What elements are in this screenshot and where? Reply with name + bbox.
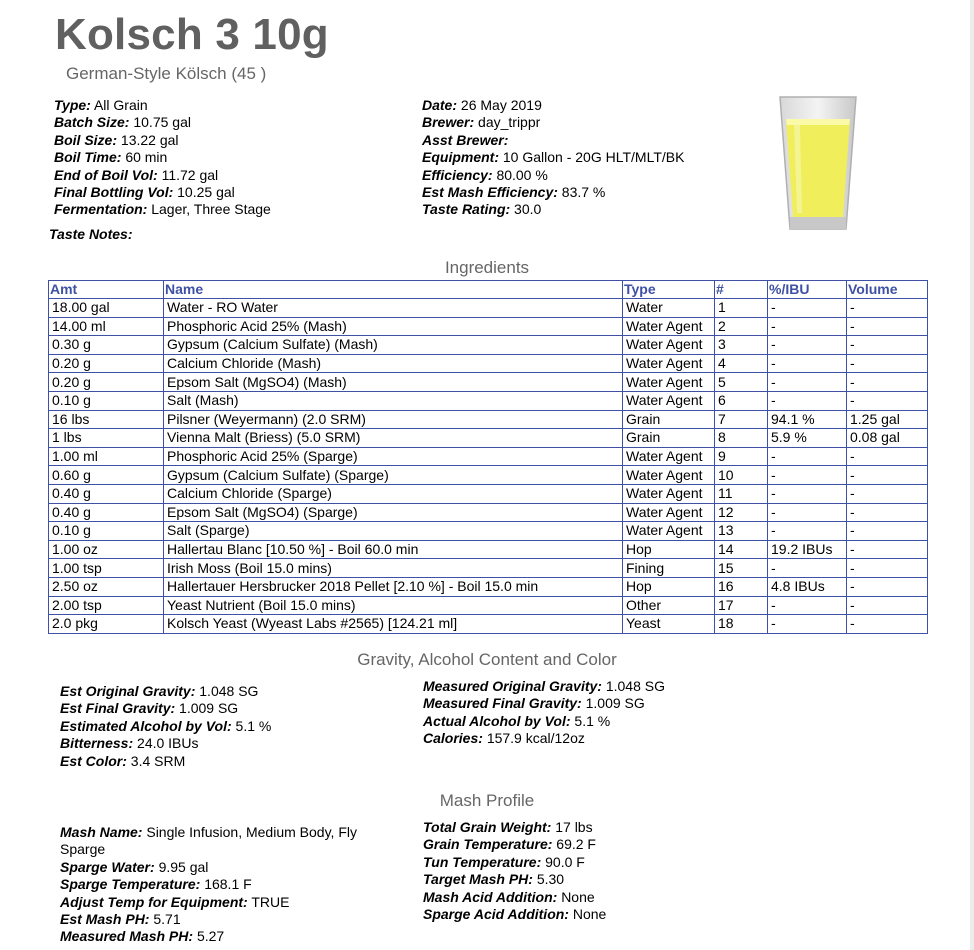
table-cell: - [847,596,928,615]
table-cell: Hallertauer Hersbrucker 2018 Pellet [2.10 %] - Boil 15.0 min [164,577,623,596]
table-cell: Gypsum (Calcium Sulfate) (Sparge) [164,466,623,485]
field-value: 83.7 % [561,184,606,201]
field-label: Sparge Water: [60,858,155,875]
table-cell: Epsom Salt (MgSO4) (Sparge) [164,503,623,522]
table-cell: Kolsch Yeast (Wyeast Labs #2565) [124.21 ml] [164,615,623,634]
table-row [49,410,928,429]
info-left-item [54,97,271,114]
field-value: 69.2 F [556,836,596,853]
table-cell: Hop [623,540,715,559]
field-label: Est Mash Efficiency: [422,184,558,201]
table-cell: 1.25 gal [847,410,928,429]
gravity-left [60,683,271,770]
gravity-right-item [423,695,665,712]
column-header: Type [623,281,715,299]
table-row [49,577,928,596]
table-cell: 2.0 pkg [49,615,164,634]
gravity-right-item [423,678,665,695]
field-value: 60 min [125,149,168,166]
table-cell: Water Agent [623,317,715,336]
table-cell: - [847,391,928,410]
table-cell: - [768,299,847,318]
table-cell: - [768,336,847,355]
column-header: Volume [847,281,928,299]
table-cell: 15 [715,559,768,578]
table-cell: Other [623,596,715,615]
table-cell: - [847,559,928,578]
field-value: All Grain [93,97,148,113]
table-row [49,615,928,634]
table-cell: Yeast Nutrient (Boil 15.0 mins) [164,596,623,615]
info-right-item [422,201,684,218]
field-value: 26 May 2019 [460,97,542,113]
info-left-item [54,149,271,166]
table-cell: 4 [715,354,768,373]
table-cell: 16 [715,577,768,596]
table-cell: 9 [715,447,768,466]
field-value: 5.27 [196,928,225,945]
table-cell: 1.00 ml [49,447,164,466]
field-label: Tun Temperature: [423,853,542,870]
info-right-item [422,114,684,131]
table-cell: Calcium Chloride (Sparge) [164,484,623,503]
field-label: Boil Time: [54,149,122,166]
table-cell: 14.00 ml [49,317,164,336]
table-cell: 3 [715,336,768,355]
table-cell: - [847,466,928,485]
table-cell: - [847,522,928,541]
field-value: None [561,888,595,905]
table-cell: 1 [715,299,768,318]
mash-left-item [60,859,400,876]
table-cell: Vienna Malt (Briess) (5.0 SRM) [164,429,623,448]
field-value: 5.1 % [574,712,611,729]
table-cell: Grain [623,410,715,429]
table-row [49,540,928,559]
field-label: Grain Temperature: [423,836,553,853]
table-cell: Water Agent [623,391,715,410]
table-cell: - [847,615,928,634]
table-cell: 6 [715,391,768,410]
info-left-item [54,167,271,184]
table-row [49,447,928,466]
table-cell: Salt (Mash) [164,391,623,410]
table-row [49,484,928,503]
table-cell: - [768,447,847,466]
ingredients-table [48,280,928,634]
mash-right [423,819,606,923]
field-label: Efficiency: [422,166,493,183]
mash-left-item [60,928,400,945]
field-value: 17 lbs [555,819,593,835]
field-label: Measured Final Gravity: [423,695,582,712]
column-header: Amt [49,281,164,299]
info-right [422,97,684,219]
table-cell: Water Agent [623,484,715,503]
info-left-item [54,114,271,131]
info-right-item [422,167,684,184]
table-cell: 12 [715,503,768,522]
table-cell: - [768,596,847,615]
field-label: Total Grain Weight: [423,819,552,835]
table-cell: 17 [715,596,768,615]
field-label: End of Boil Vol: [54,166,158,183]
table-row [49,373,928,392]
field-label: Batch Size: [54,114,130,131]
table-cell: - [768,354,847,373]
mash-right-item [423,854,606,871]
table-cell: 18 [715,615,768,634]
table-cell: 1 lbs [49,429,164,448]
table-cell: - [768,522,847,541]
table-cell: - [768,373,847,392]
table-cell: Phosphoric Acid 25% (Mash) [164,317,623,336]
mash-left-item [60,911,400,928]
field-value: None [572,906,607,923]
field-label: Type: [54,97,91,113]
field-value: 5.71 [153,911,181,928]
info-right-item [422,132,684,149]
table-cell: Grain [623,429,715,448]
table-cell: Epsom Salt (MgSO4) (Mash) [164,373,623,392]
field-label: Final Bottling Vol: [54,184,174,201]
table-cell: - [847,540,928,559]
ingredients-header-row [49,281,928,299]
info-left-item [54,201,271,218]
mash-section-title: Mash Profile [439,791,535,810]
field-label: Date: [422,97,458,113]
table-cell: 0.20 g [49,354,164,373]
field-label: Est Mash PH: [60,911,150,928]
field-value: 157.9 kcal/12oz [486,730,585,747]
table-cell: Water - RO Water [164,299,623,318]
field-label: Brewer: [422,114,475,131]
table-cell: 0.40 g [49,503,164,522]
field-label: Boil Size: [54,131,118,148]
mash-right-item [423,871,606,888]
table-cell: Pilsner (Weyermann) (2.0 SRM) [164,410,623,429]
gravity-right-item [423,713,665,730]
taste-notes-label: Taste Notes: [49,226,133,242]
field-value: 1.009 SG [179,700,239,717]
mash-right-item [423,819,606,836]
table-cell: 0.08 gal [847,429,928,448]
table-cell: 10 [715,466,768,485]
column-header: # [715,281,768,299]
taste-notes [49,226,133,242]
mash-left-item [60,894,400,911]
table-row [49,354,928,373]
table-row [49,466,928,485]
field-label: Equipment: [422,149,499,166]
recipe-style: German-Style Kölsch (45 ) [66,64,267,83]
table-cell: - [847,299,928,318]
table-cell: 4.8 IBUs [768,577,847,596]
gravity-left-item [60,700,271,717]
ingredients-section-title: Ingredients [444,258,530,277]
table-cell: Calcium Chloride (Mash) [164,354,623,373]
table-cell: - [847,577,928,596]
table-cell: Water Agent [623,373,715,392]
table-cell: 11 [715,484,768,503]
column-header: Name [164,281,623,299]
field-label: Fermentation: [54,201,148,218]
table-cell: Water [623,299,715,318]
gravity-left-item [60,735,271,752]
field-value: TRUE [251,893,290,910]
info-left [54,97,271,219]
table-cell: Water Agent [623,354,715,373]
gravity-right [423,678,665,748]
table-cell: - [768,503,847,522]
field-value: 10.75 gal [133,114,191,131]
info-right-item [422,184,684,201]
field-label: Taste Rating: [422,201,511,218]
table-row [49,596,928,615]
table-row [49,317,928,336]
field-label: Sparge Acid Addition: [423,906,569,923]
table-cell: - [847,503,928,522]
field-value: 1.009 SG [585,695,645,712]
table-cell: Water Agent [623,522,715,541]
table-cell: 0.10 g [49,391,164,410]
table-cell: 2 [715,317,768,336]
field-value: 1.048 SG [199,683,259,699]
mash-right-item [423,836,606,853]
table-cell: 7 [715,410,768,429]
field-value: day_trippr [478,114,541,131]
field-value: 11.72 gal [161,166,219,183]
ingredients-body [49,299,928,634]
field-value: 13.22 gal [120,131,179,148]
mash-right-item [423,889,606,906]
field-label: Bitterness: [60,735,134,752]
field-label: Measured Mash PH: [60,928,194,945]
table-cell: Hallertau Blanc [10.50 %] - Boil 60.0 min [164,540,623,559]
table-cell: Fining [623,559,715,578]
table-cell: 0.40 g [49,484,164,503]
table-cell: 0.10 g [49,522,164,541]
mash-left-item [60,876,400,893]
gravity-left-item [60,753,271,770]
table-cell: Phosphoric Acid 25% (Sparge) [164,447,623,466]
field-label: Target Mash PH: [423,871,533,888]
mash-left [60,824,400,946]
field-label: Est Color: [60,752,127,769]
table-row [49,503,928,522]
table-cell: 1.00 tsp [49,559,164,578]
field-label: Calories: [423,730,483,747]
table-cell: 0.20 g [49,373,164,392]
table-cell: - [768,615,847,634]
field-label: Mash Name: [60,824,143,840]
field-value: 9.95 gal [158,858,209,875]
table-cell: 0.30 g [49,336,164,355]
gravity-right-item [423,730,665,747]
table-cell: 19.2 IBUs [768,540,847,559]
table-cell: Water Agent [623,336,715,355]
table-cell: - [847,447,928,466]
table-cell: 13 [715,522,768,541]
table-row [49,336,928,355]
table-cell: Irish Moss (Boil 15.0 mins) [164,559,623,578]
table-cell: 1.00 oz [49,540,164,559]
info-left-item [54,184,271,201]
table-row [49,299,928,318]
field-label: Est Original Gravity: [60,683,196,699]
field-value: 5.1 % [235,717,272,734]
table-cell: 2.00 tsp [49,596,164,615]
table-cell: - [768,391,847,410]
table-cell: 5 [715,373,768,392]
field-value: 168.1 F [204,876,252,893]
mash-right-item [423,906,606,923]
field-value: 90.0 F [545,853,585,870]
table-cell: 5.9 % [768,429,847,448]
table-cell: - [768,484,847,503]
field-label: Sparge Temperature: [60,876,201,893]
field-value: 10.25 gal [177,184,235,201]
table-cell: Gypsum (Calcium Sulfate) (Mash) [164,336,623,355]
table-cell: - [768,559,847,578]
field-label: Asst Brewer: [422,131,509,148]
gravity-section-title: Gravity, Alcohol Content and Color [357,650,617,669]
table-cell: - [847,484,928,503]
table-row [49,391,928,410]
table-cell: Water Agent [623,503,715,522]
table-cell: - [847,317,928,336]
table-cell: - [768,317,847,336]
table-cell: - [847,373,928,392]
field-label: Actual Alcohol by Vol: [423,712,571,729]
table-cell: 0.60 g [49,466,164,485]
field-value: Lager, Three Stage [151,201,271,218]
field-label: Est Final Gravity: [60,700,176,717]
beer-glass-icon [778,95,858,238]
info-right-item [422,97,684,114]
field-value: 10 Gallon - 20G HLT/MLT/BK [502,149,685,166]
field-value: 1.048 SG [605,678,665,694]
info-right-item [422,149,684,166]
field-label: Mash Acid Addition: [423,888,558,905]
table-cell: - [847,354,928,373]
table-row [49,522,928,541]
field-label: Adjust Temp for Equipment: [60,893,248,910]
table-cell: 2.50 oz [49,577,164,596]
gravity-left-item [60,718,271,735]
gravity-left-item [60,683,271,700]
table-cell: - [847,336,928,355]
field-value: 24.0 IBUs [137,735,199,752]
table-cell: 14 [715,540,768,559]
field-value: Single Infusion, Medium Body, Fly Sparge [60,824,357,858]
table-cell: 94.1 % [768,410,847,429]
table-cell: Salt (Sparge) [164,522,623,541]
table-cell: 16 lbs [49,410,164,429]
table-cell: Water Agent [623,466,715,485]
field-label: Measured Original Gravity: [423,678,602,694]
info-left-item [54,132,271,149]
field-value: 80.00 % [496,166,548,183]
table-cell: - [768,466,847,485]
recipe-title: Kolsch 3 10g [55,10,329,59]
table-row [49,429,928,448]
field-label: Estimated Alcohol by Vol: [60,717,232,734]
table-row [49,559,928,578]
column-header: %/IBU [768,281,847,299]
field-value: 3.4 SRM [130,752,186,769]
mash-left-item [60,824,400,859]
table-cell: 18.00 gal [49,299,164,318]
table-cell: Yeast [623,615,715,634]
table-cell: Hop [623,577,715,596]
field-value: 5.30 [536,871,565,888]
field-value: 30.0 [514,201,542,218]
table-cell: Water Agent [623,447,715,466]
table-cell: 8 [715,429,768,448]
